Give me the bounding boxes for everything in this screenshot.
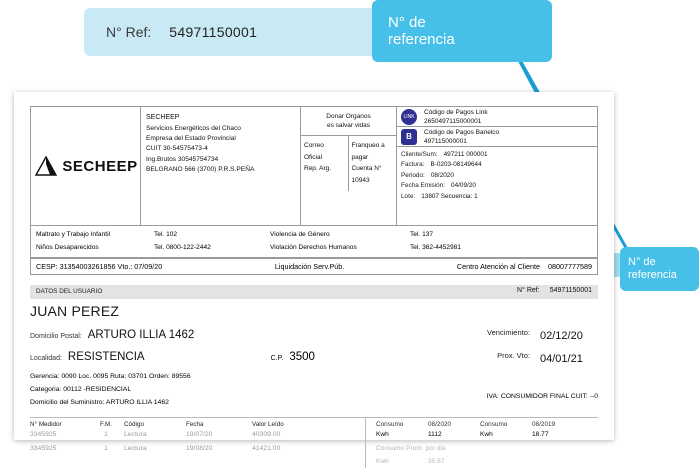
pago-banelco-value: 497115000001 [424, 137, 467, 145]
callout-referencia-right-line2: referencia [628, 269, 677, 281]
address-block [30, 325, 598, 369]
company-info-cell [141, 107, 301, 225]
meta-row: Fecha Emisión: 04/09/20 [401, 182, 476, 190]
callout-referencia-top-line2: referencia [388, 31, 455, 48]
meta-row: Factura: B-0203-08149644 [401, 161, 482, 169]
callout-ref-label-text: N° Ref: [106, 23, 152, 40]
company-type: Empresa del Estado Provincial [146, 135, 236, 143]
pago-link-row [397, 107, 597, 127]
franqueo-col [349, 136, 397, 191]
ref-inline-label: N° Ref: [517, 287, 540, 295]
cesp-right-label: Centro Atención al Cliente [456, 262, 541, 272]
correo-line-2: Rep. Arg. [304, 165, 332, 173]
cesp-left: CESP: 31354003261856 Vto.: 07/09/20 [36, 262, 163, 272]
callout-ref-value: 54971150001 [169, 23, 258, 40]
detail-tables [30, 417, 598, 468]
correo-line-1: Oficial [304, 153, 323, 161]
datos-usuario-title: DATOS DEL USUARIO [36, 288, 103, 296]
secheep-logo-icon [33, 155, 59, 177]
iva-line: IVA: CONSUMIDOR FINAL CUIT: --0 [486, 392, 598, 400]
correo-line-0: Correo [304, 141, 324, 149]
consumption-table-header: Consumo 08/2020 Consumo 08/2019 [376, 421, 556, 429]
company-logo-cell [31, 107, 141, 225]
address-locality-row: Localidad: RESISTENCIA C.P. 3500 [30, 347, 598, 369]
helpline-strip [30, 226, 598, 258]
cesp-right-value: 08007777589 [548, 262, 592, 272]
prox-vto-row: Prox. Vto: 04/01/21 [497, 351, 583, 366]
due-dates-block [487, 325, 598, 371]
address-postal-row: Domicilio Postal: ARTURO ILLIA 1462 [30, 329, 195, 342]
correo-col [301, 136, 349, 191]
invoice-meta [397, 147, 597, 225]
callout-referencia-top-line1: N° de [388, 13, 426, 31]
callout-referencia-right-line1: N° de [628, 255, 656, 268]
cesp-right [457, 262, 592, 271]
cuenta-label: Cuenta N° [351, 165, 382, 173]
bill-document [14, 92, 614, 465]
table-row: Kwh 1112 Kwh 18.77 [376, 431, 549, 439]
pago-link-value: 2650497115000001 [424, 117, 482, 125]
meta-row: Periodo: 08/2020 [401, 171, 454, 179]
ref-inline-group [517, 287, 592, 294]
donor-line2: es salvar vidas [327, 122, 370, 130]
helpline-row: Niños Desaparecidos Tel. 0800-122-2442 Violación Derechos Humanos Tel. 362-4452981 [36, 243, 461, 251]
callout-referencia-right [620, 247, 699, 291]
consumption-footer-label: Consumo Prom. por dia [376, 444, 446, 452]
company-cuit: CUIT 30-54575473-4 [146, 145, 208, 153]
cuenta-value: 10943 [351, 176, 370, 184]
company-logo-text: SECHEEP [62, 157, 138, 175]
payment-codes-cell [397, 107, 597, 225]
categoria-line: Categoria: 00112 -RESIDENCIAL [30, 385, 132, 393]
vencimiento-row: Vencimiento: 02/12/20 [487, 328, 583, 343]
account-meta-block [30, 371, 598, 410]
donor-cell [301, 107, 397, 225]
banelco-badge-icon: B [397, 127, 421, 146]
suministro-line: Domicilio del Suministro: ARTURO ILLIA 1462 [30, 398, 169, 406]
cesp-center: Liquidación Serv.Púb. [274, 262, 345, 272]
meter-table-header: N° Medidor F.M. Código Fecha Valor Leído [30, 421, 284, 429]
helpline-row: Maltrato y Trabajo Infantil Tel. 102 Violencia de Género Tel. 137 [36, 231, 434, 238]
cp-label: C.P. [270, 354, 284, 362]
company-ing-brutos: Ing.Brutos 30545754734 [146, 155, 219, 163]
company-address: BELGRANO 566 (3700) P.R.S.PEÑA [146, 165, 255, 173]
link-badge-icon: LINK [397, 107, 421, 126]
table-row: 3345925 1 Lectura 19/07/20 40309.00 [30, 431, 281, 439]
pago-banelco-row [397, 127, 597, 147]
franqueo-line-1: Franqueo a [351, 141, 385, 149]
callout-referencia-top [372, 0, 552, 62]
callout-ref-label [84, 8, 389, 56]
client-name: JUAN PEREZ [30, 303, 120, 320]
table-row: Kwh 35.87 [376, 457, 445, 465]
pago-banelco-title: Código de Pagos Banelco [424, 129, 500, 136]
donor-line1: Donar Organos [326, 113, 371, 120]
franqueo-line-2: pagar [351, 153, 369, 161]
datos-usuario-bar [30, 285, 598, 299]
ref-inline-value: 54971150001 [549, 287, 592, 295]
pago-link-title: Código de Pagos Link [424, 109, 488, 116]
consumption-table [365, 417, 598, 468]
bill-header-block [30, 106, 598, 226]
meta-row: Cliente/Sum: 497211 000001 [401, 151, 488, 158]
gerencia-line: Gerencia: 0090 Loc. 0095 Ruta: 03701 Orden: 89556 [30, 372, 191, 380]
company-subtitle: Servicios Energéticos del Chaco [146, 124, 241, 132]
client-name-block [30, 303, 598, 319]
cesp-row [30, 258, 598, 275]
table-row: 3345925 1 Lectura 19/08/20 41421.00 [30, 445, 281, 453]
company-name: SECHEEP [146, 114, 180, 121]
meter-table [30, 417, 365, 468]
cp-value: 3500 [289, 350, 315, 363]
meta-row: Lote: 13807 Secuencia: 1 [401, 192, 478, 200]
